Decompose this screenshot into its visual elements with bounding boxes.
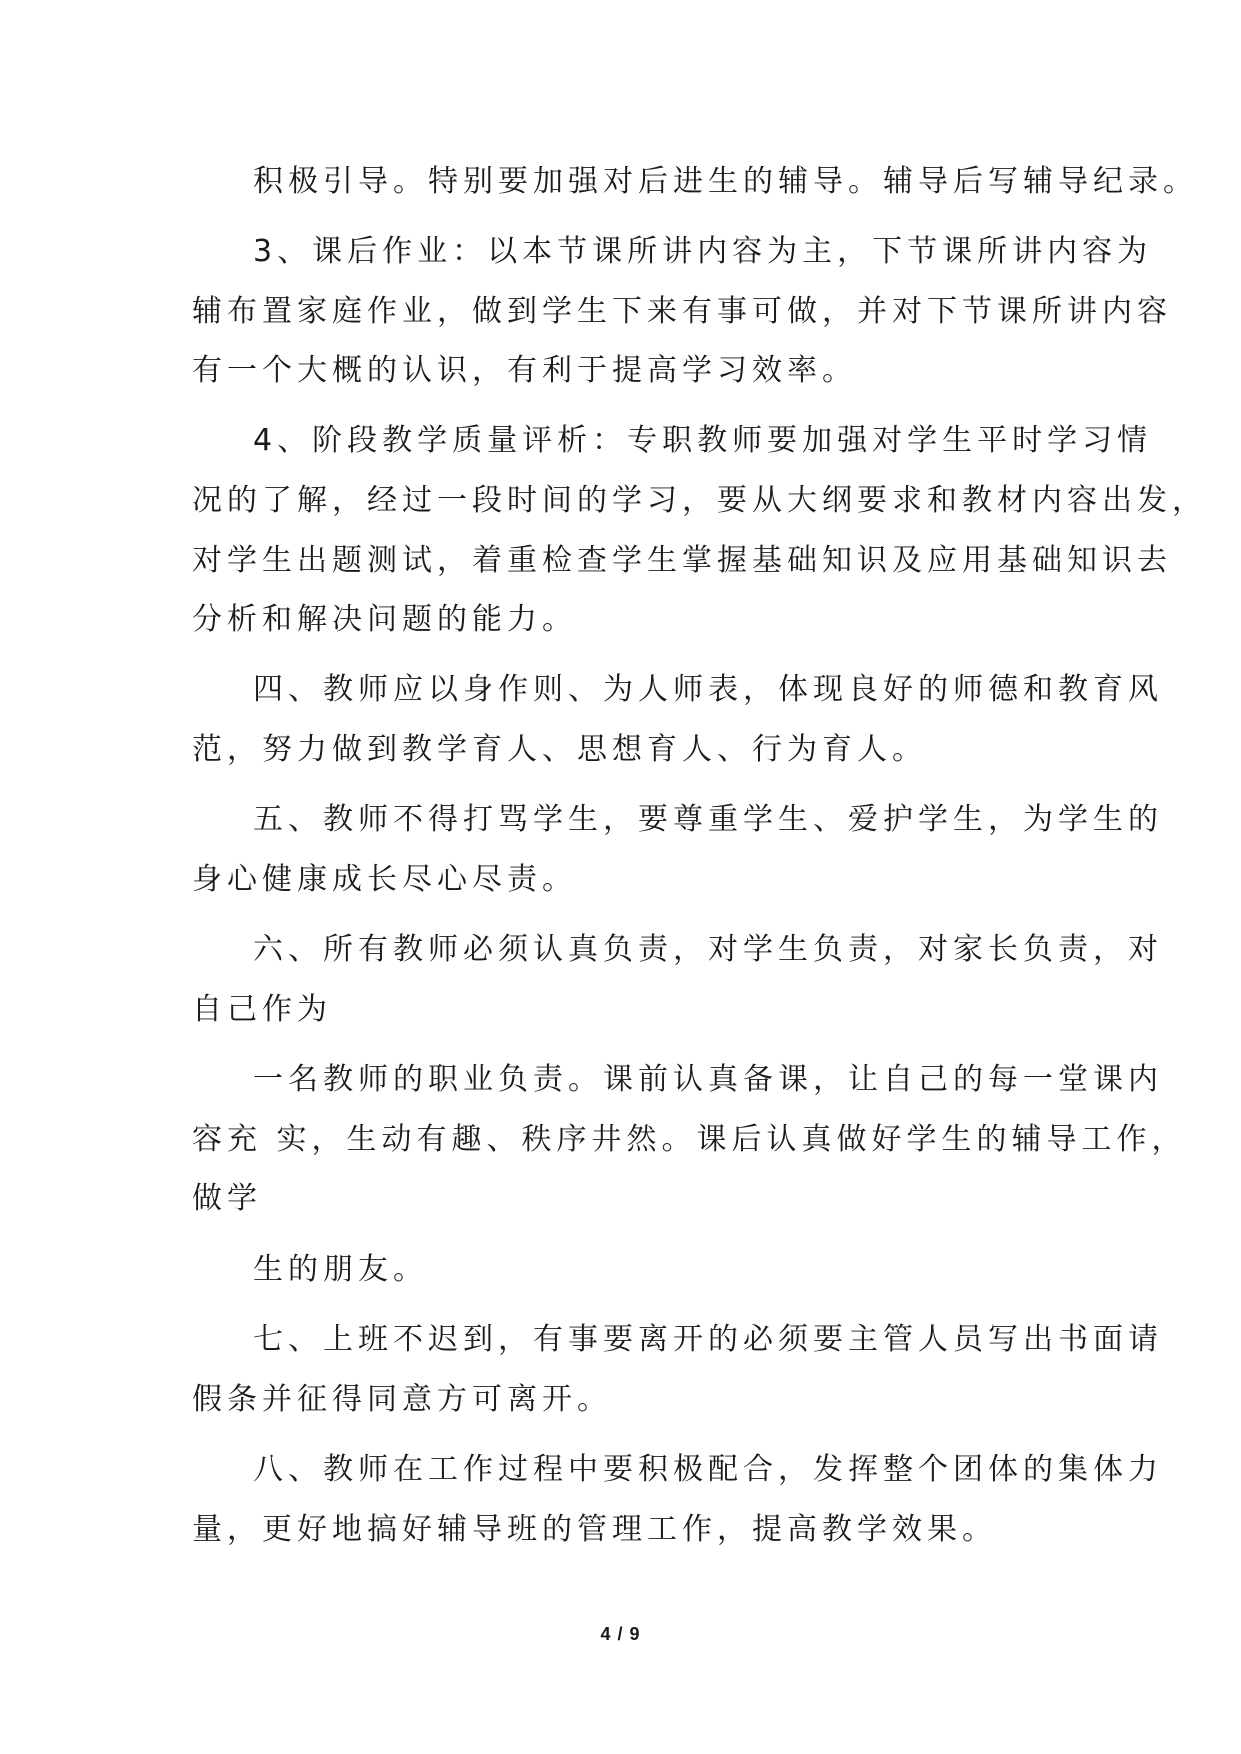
text-line: 假条并征得同意方可离开。 — [192, 1382, 612, 1417]
page-number: 4 / 9 — [600, 1624, 641, 1644]
text-line: 自己作为 — [192, 992, 332, 1027]
text-line: 况的了解，经过一段时间的学习，要从大纲要求和教材内容出发， — [192, 483, 1207, 518]
text-line: 五、教师不得打骂学生，要尊重学生、爱护学生，为学生的 — [253, 802, 1163, 837]
text-line: 辅布置家庭作业，做到学生下来有事可做，并对下节课所讲内容 — [192, 294, 1172, 329]
text-line: 六、所有教师必须认真负责，对学生负责，对家长负责，对 — [253, 932, 1163, 967]
text-line: 分析和解决问题的能力。 — [192, 602, 577, 637]
text-line: 4、阶段教学质量评析：专职教师要加强对学生平时学习情 — [253, 423, 1153, 458]
text-line: 身心健康成长尽心尽责。 — [192, 862, 577, 897]
text-line: 有一个大概的认识，有利于提高学习效率。 — [192, 353, 857, 388]
text-line: 积极引导。特别要加强对后进生的辅导。辅导后写辅导纪录。 — [253, 164, 1198, 199]
text-line: 七、上班不迟到，有事要离开的必须要主管人员写出书面请 — [253, 1322, 1163, 1357]
text-line: 量，更好地搞好辅导班的管理工作，提高教学效果。 — [192, 1512, 997, 1547]
text-line: 一名教师的职业负责。课前认真备课，让自己的每一堂课内 — [253, 1062, 1163, 1097]
text-line: 3、课后作业：以本节课所讲内容为主，下节课所讲内容为 — [253, 234, 1153, 269]
text-line: 生的朋友。 — [253, 1252, 428, 1287]
text-line: 容充 实，生动有趣、秩序井然。课后认真做好学生的辅导工作， — [192, 1122, 1187, 1157]
text-line: 八、教师在工作过程中要积极配合，发挥整个团体的集体力 — [253, 1452, 1163, 1487]
text-line: 四、教师应以身作则、为人师表，体现良好的师德和教育风 — [253, 672, 1163, 707]
text-line: 做学 — [192, 1181, 262, 1216]
text-line: 对学生出题测试，着重检查学生掌握基础知识及应用基础知识去 — [192, 543, 1172, 578]
text-line: 范，努力做到教学育人、思想育人、行为育人。 — [192, 732, 927, 767]
